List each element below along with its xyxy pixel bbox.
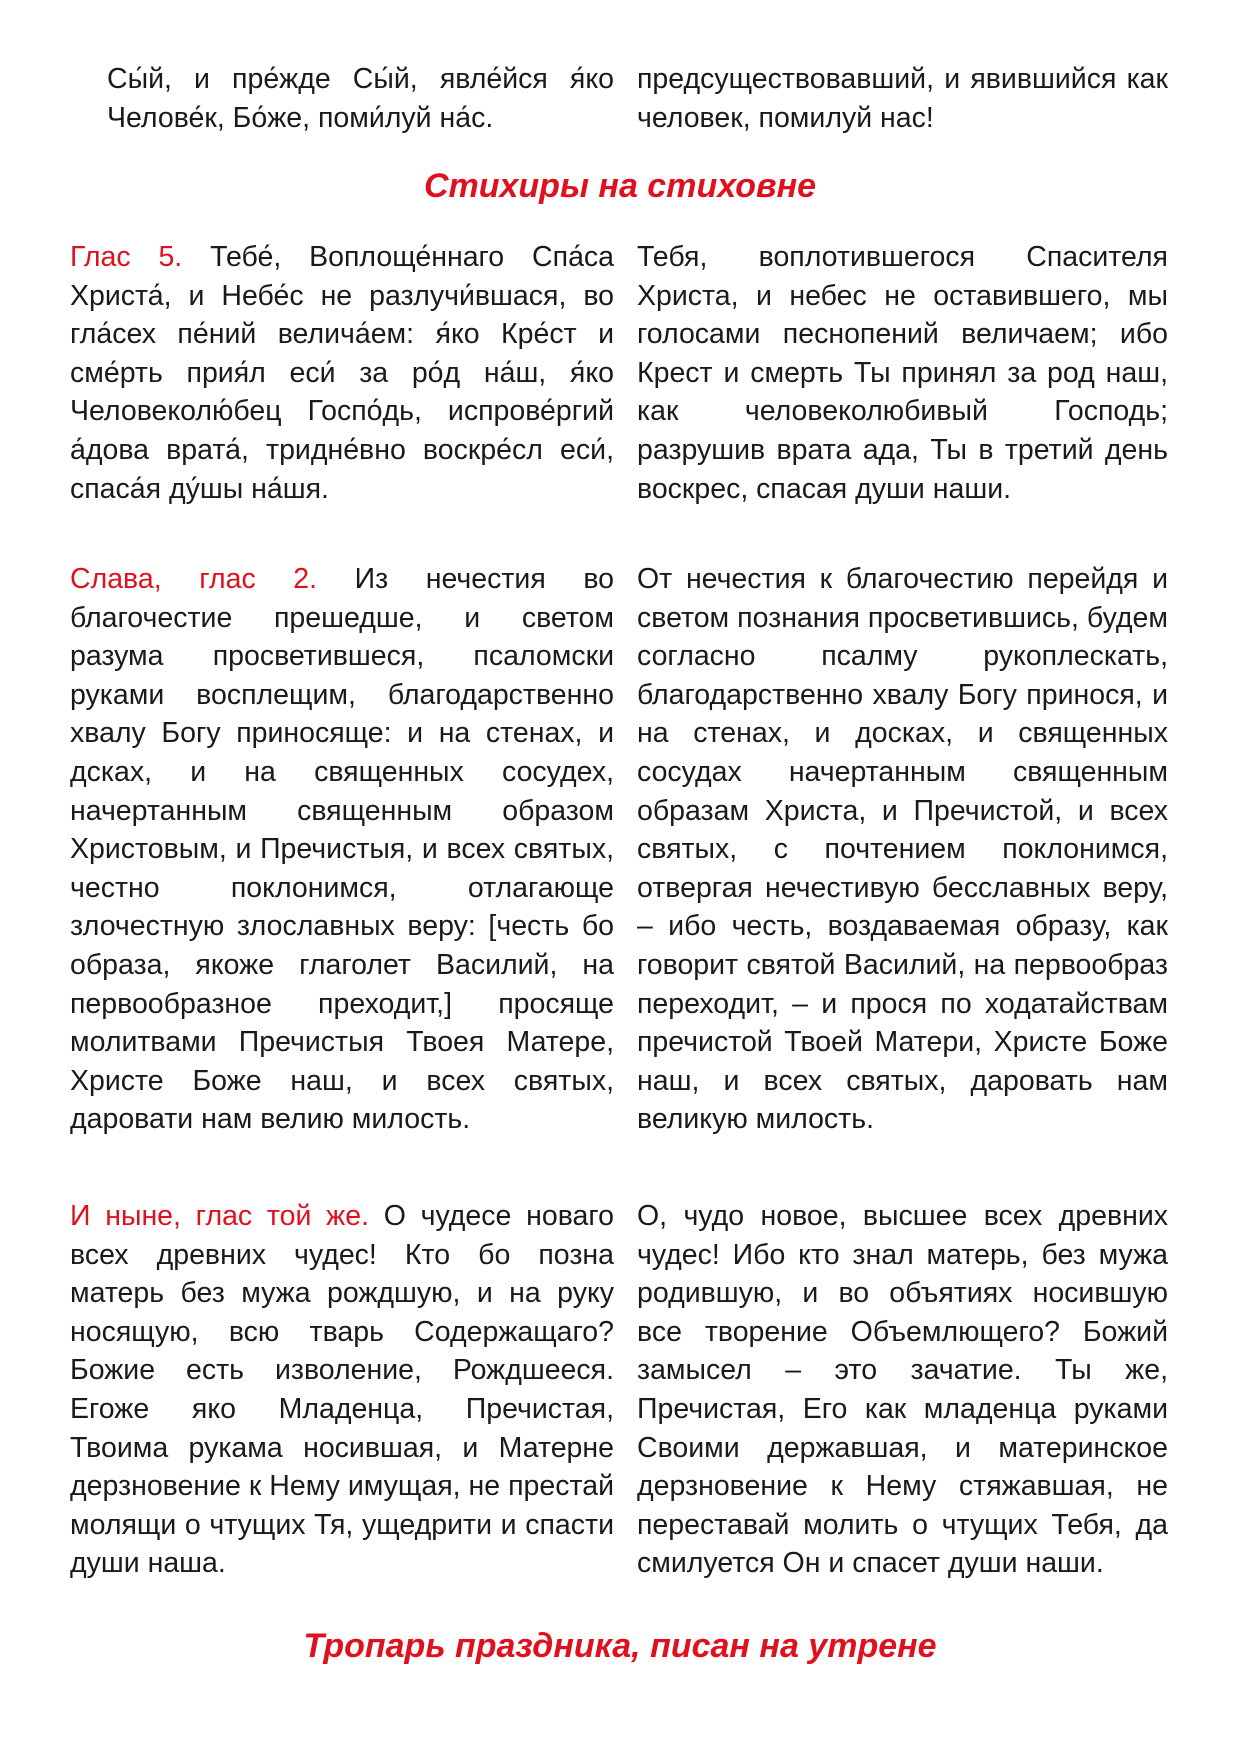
verse-intro-slavonic-text: Сы́й, и пре́жде Сы́й, явле́йся я́ко Челове́к, Бо́же, поми́луй на́с. [107,63,614,134]
tone-label: Глас 5. [70,241,183,273]
stichera-tone5-slavonic [70,238,614,508]
glory-tone2-russian-text: От нечестия к благочестию перейдя и светом познания просветившись, будем согласно псалму рукоплескать, благодарственно хвалу Богу принося, и на стенах, и досках, и священных сосудах начертанным священным образам Христа, и Пречистой, и всех святых, с почтением поклонимся, отвергая нечестивую бесславных веру, – ибо честь, воздаваемая образу, как говорит святой Василий, на первообраз переходит, – и прося по ходатайствам пречистой Твоей Матери, Христе Боже наш, и всех святых, даровать нам великую милость. [637,563,1168,1136]
glory-tone2-slavonic-text: Из нечестия во благочестие прешедше, и светом разума просветившеся, псаломски руками восплещим, благодарственно хвалу Богу приносяще: и на стенах, и дсках, и на священных сосудех, начертанным священным образом Христовым, и Пречистыя, и всех святых, честно поклонимся, отлагающе злочестную злославных веру: [честь бо образа, якоже глаголет Василий, на первообразное преходит,] просяще молитвами Пречистыя Твоея Матере, Христе Боже наш, и всех святых, даровати нам велию милость. [70,563,614,1136]
verse-intro-russian [637,60,1168,137]
glory-label: Слава, глас 2. [70,563,318,595]
now-and-ever-russian [637,1197,1168,1583]
now-and-ever-russian-text: О, чудо новое, высшее всех древних чудес! Ибо кто знал матерь, без мужа родившую, и во объятиях носившую все творение Объемлющего? Божий замысел – это зачатие. Ты же, Пречистая, Его как младенца руками Своими державшая, и материнское дерзновение к Нему стяжавшая, не переставай молить о чтущих Тебя, да смилуется Он и спасет души наши. [637,1200,1168,1580]
verse-intro-slavonic [107,60,614,137]
stichera-tone5-russian [637,238,1168,508]
stichera-tone5-slavonic-text: Тебе́, Воплоще́ннаго Спа́са Христа́, и Небе́с не разлучи́вшася, во гла́сех пе́ний велича́ем: я́ко Кре́ст и сме́рть прия́л еси́ за ро́д на́ш, я́ко Человеколю́бец Госпо́дь, испрове́ргий а́дова врата́, тридне́вно воскре́сл еси́, спаса́я ду́шы на́шя. [70,241,615,505]
glory-tone2-slavonic [70,560,614,1139]
glory-tone2-russian [637,560,1168,1139]
now-and-ever-label: И ныне, глас той же. [70,1200,369,1232]
stichera-tone5-russian-text: Тебя, воплотившегося Спасителя Христа, и небес не оставившего, мы голосами песнопений величаем; ибо Крест и смерть Ты принял за род наш, как человеколюбивый Господь; разрушив врата ада, Ты в третий день воскрес, спасая души наши. [637,241,1168,505]
section-heading-troparion: Тропарь праздника, писан на утрене [303,1627,937,1665]
verse-intro-russian-text: предсуществовавший, и явившийся как человек, помилуй нас! [637,63,1168,134]
now-and-ever-slavonic-text: О чудесе новаго всех древних чудес! Кто бо позна матерь без мужа рождшую, и на руку носящую, всю тварь Содержащаго? Божие есть изволение, Рождшееся. Егоже яко Младенца, Пречистая, Твоима рукама носившая, и Матерне дерзновение к Нему имущая, не престай молящи о чтущих Тя, ущедрити и спасти души наша. [70,1200,615,1580]
section-heading-stichera: Стихиры на стиховне [423,167,817,205]
now-and-ever-slavonic [70,1197,614,1583]
